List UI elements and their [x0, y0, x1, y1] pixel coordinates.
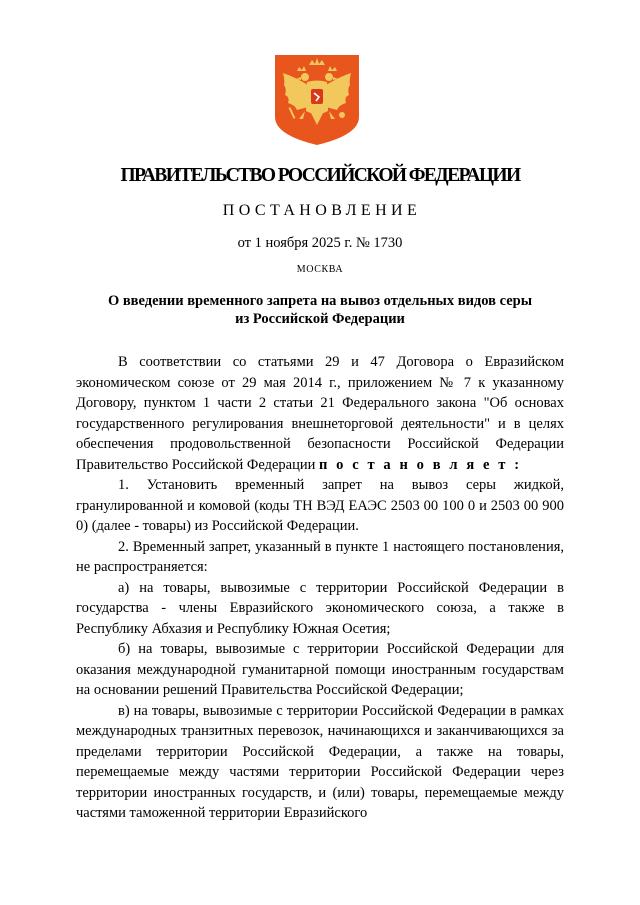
paragraph-item-2b: б) на товары, вывозимые с территории Российской Федерации для оказания международной гуманитарной помощи иностранным государствам на основании решений Правительства Российской Федерации; — [76, 641, 564, 698]
preamble-text: В соответствии со статьями 29 и 47 Договора о Евразийском экономическом союзе от 29 мая 2014 г., приложением № 7 к указанному Договору, пунктом 1 части 2 статьи 21 Федерального закона "Об основах государственного регулирования внешнеторговой деятельности" и в целях обеспечения продовольственной безопасности Российской Федерации Правительство Российской Федерации — [76, 354, 564, 473]
decree-word: п о с т а н о в л я е т : — [318, 456, 522, 473]
paragraph-item-2: 2. Временный запрет, указанный в пункте 1 настоящего постановления, не распространяется: — [76, 538, 564, 575]
paragraph-item-1: 1. Установить временный запрет на вывоз серы жидкой, гранулированной и комовой (коды ТН ВЭД ЕАЭС 2503 00 100 0 и 2503 00 900 0) (далее - товары) из Российской Федерации. — [76, 477, 564, 534]
government-title: ПРАВИТЕЛЬСТВО РОССИЙСКОЙ ФЕДЕРАЦИИ — [120, 165, 520, 186]
document-heading — [60, 292, 580, 328]
document-date-number: от 1 ноября 2025 г. № 1730 — [237, 235, 403, 251]
document-city: МОСКВА — [296, 264, 344, 275]
russian-coat-of-arms-icon — [275, 55, 359, 145]
preamble-paragraph — [76, 352, 564, 475]
paragraph-item-2v: в) на товары, вывозимые с территории Российской Федерации в рамках международных транзитных перевозок, начинающихся и заканчивающихся за пределами территории Российской Федерации, а также на товары, перемещаемые между частями территории Российской Федерации через территории иностранных государств, и (или) товары, перемещаемые между частями таможенной территории Евразийского — [76, 702, 564, 821]
document-heading-line-2: из Российской Федерации — [235, 311, 405, 327]
paragraph-item-2a: а) на товары, вывозимые с территории Российской Федерации в государства - члены Евразийского экономического союза, а также в Республику Абхазия и Республику Южная Осетия; — [76, 579, 564, 637]
document-body — [76, 352, 564, 824]
document-heading-line-1: О введении временного запрета на вывоз отдельных видов серы — [107, 293, 533, 309]
document-type: ПОСТАНОВЛЕНИЕ — [222, 202, 422, 219]
